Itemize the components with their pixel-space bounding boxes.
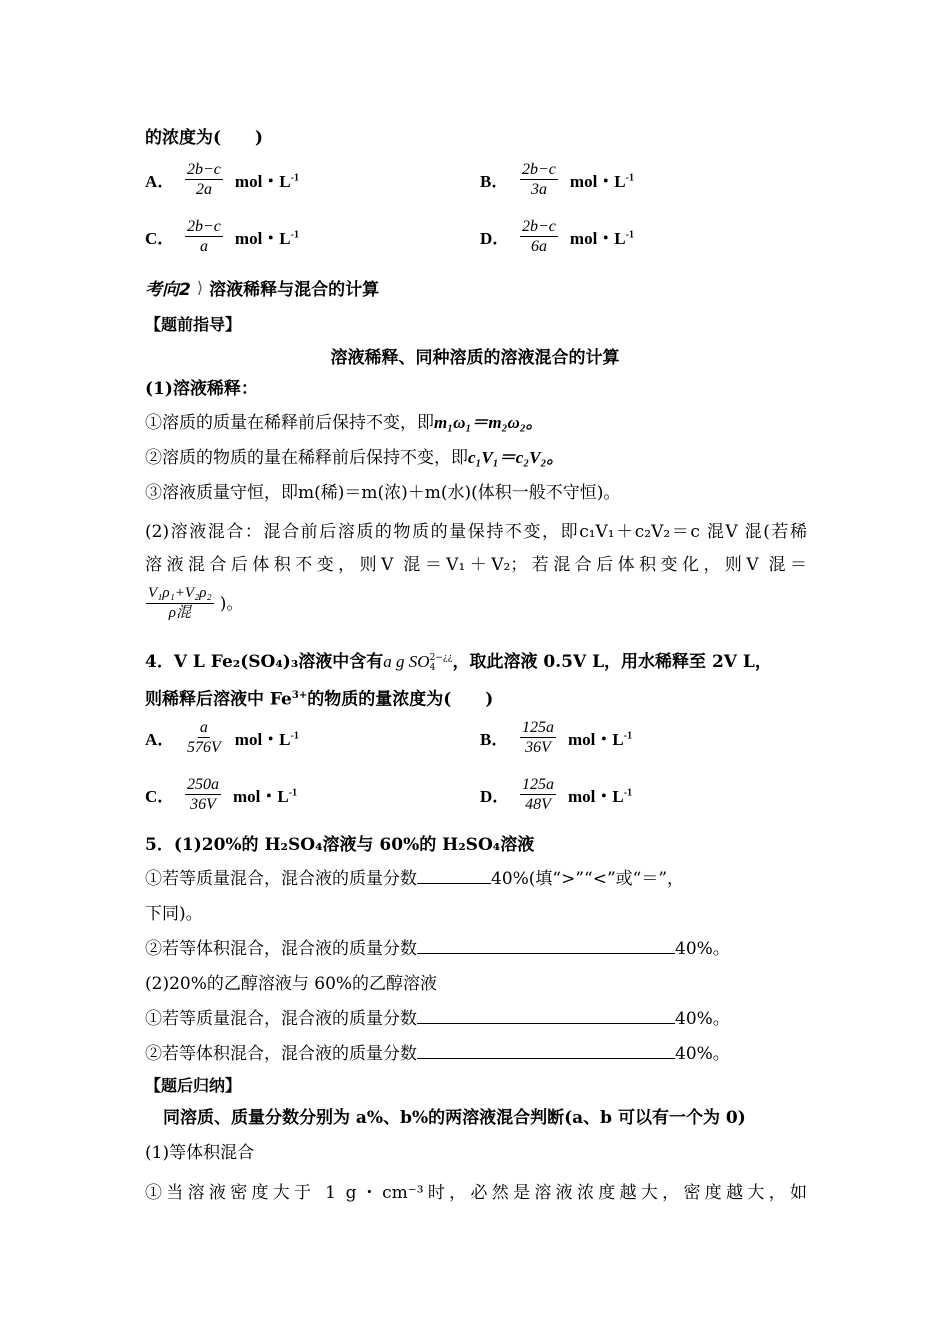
guide-header: 【题前指导】 [145, 315, 242, 334]
guide-p2-fraction-line: $\frac{\text{V₁ρ₁+V₂ρ₂}}{\text{ρ混}}$ )。 [148, 585, 244, 621]
q3-option-d[interactable] [480, 217, 634, 256]
summary-p1: (1)等体积混合 [145, 1143, 255, 1163]
option-fraction: $\frac{2b-c}{3a}$ [522, 161, 556, 198]
answer-blank[interactable] [417, 1009, 675, 1024]
answer-blank[interactable] [417, 939, 675, 954]
section-label: 考向2 [145, 280, 191, 300]
q4-stem-line2: 则稀释后溶液中 $Fe^{3+}$的物质的量浓度为( ) [145, 689, 494, 710]
option-unit: mol・$L^{-1}$ [568, 730, 633, 749]
option-unit: mol・$L^{-1}$ [233, 787, 298, 806]
summary-title: 同溶质、质量分数分别为 a%、b%的两溶液混合判断(a、b 可以有一个为 0) [163, 1108, 746, 1128]
q3-option-a[interactable] [145, 160, 299, 199]
q5-p2b: ②若等体积混合，混合液的质量分数 40%。 [145, 1044, 730, 1064]
q4-option-d[interactable] [480, 775, 632, 814]
answer-blank[interactable] [417, 1044, 675, 1059]
option-label: D． [480, 229, 510, 248]
option-label: C． [145, 787, 175, 806]
option-unit: mol・$L^{-1}$ [234, 172, 299, 191]
q3-option-b[interactable] [480, 160, 634, 199]
option-fraction: $\frac{125a}{48V}$ [522, 776, 554, 813]
option-unit: mol・$L^{-1}$ [569, 172, 634, 191]
q5-p1a: ①若等质量混合，混合液的质量分数 40%(填“>”“<”或“＝”， [145, 869, 685, 889]
option-fraction: $\frac{a}{576V}$ [187, 719, 221, 756]
q5-p1b: ②若等体积混合，混合液的质量分数 40%。 [145, 939, 730, 959]
option-label: C． [145, 229, 175, 248]
q5-p1: 5．(1)20%的 H₂SO₄溶液与 60%的 H₂SO₄溶液 [145, 835, 535, 855]
answer-blank[interactable] [417, 869, 491, 884]
q4-option-b[interactable] [480, 718, 632, 757]
option-fraction: $\frac{125a}{36V}$ [522, 719, 554, 756]
q5-p1a-cont: 下同)。 [145, 904, 203, 924]
option-label: A． [145, 730, 175, 749]
summary-p1a: ①当溶液密度大于 1 g・cm⁻³时，必然是溶液浓度越大，密度越大，如 [145, 1183, 807, 1203]
guide-p1: (1)溶液稀释： [145, 379, 258, 399]
option-unit: mol・$L^{-1}$ [234, 229, 299, 248]
guide-p2-line1: (2)溶液混合：混合前后溶质的物质的量保持不变，即c₁V₁＋c₂V₂＝c 混V 混(若稀 [145, 522, 807, 542]
option-fraction: $\frac{2b-c}{6a}$ [522, 218, 556, 255]
guide-p1a: ①溶质的质量在稀释前后保持不变，即m₁ω₁＝m₂ω₂。 [145, 413, 543, 433]
option-label: D． [480, 787, 510, 806]
option-fraction: $\frac{2b-c}{a}$ [187, 218, 221, 255]
q4-option-a[interactable] [145, 718, 299, 757]
q3-stem-tail: 的浓度为( ) [145, 128, 264, 148]
q4-stem-line1: 4．V L Fe₂(SO₄)₃溶液中含有a g SO 2−¿¿ 4 ，取此溶液 0.5V L，用水稀释至 2V L， [145, 652, 772, 673]
guide-p2-line2: 溶液混合后体积不变，则V 混＝V₁＋V₂；若混合后体积变化，则V 混＝ [145, 555, 807, 575]
q4-option-c[interactable] [145, 775, 297, 814]
option-label: A． [145, 172, 175, 191]
option-unit: mol・$L^{-1}$ [234, 730, 299, 749]
option-unit: mol・$L^{-1}$ [568, 787, 633, 806]
option-label: B． [480, 172, 509, 191]
q5-p2: (2)20%的乙醇溶液与 60%的乙醇溶液 [145, 974, 438, 994]
option-label: B． [480, 730, 509, 749]
section-mark: ⟩ [196, 278, 204, 297]
option-fraction: $\frac{250a}{36V}$ [187, 776, 219, 813]
guide-title: 溶液稀释、同种溶质的溶液混合的计算 [330, 348, 620, 368]
option-unit: mol・$L^{-1}$ [569, 229, 634, 248]
mixed-volume-fraction: $\frac{\text{V₁ρ₁+V₂ρ₂}}{\text{ρ混}}$ [148, 585, 212, 621]
section-title: 溶液稀释与混合的计算 [209, 280, 380, 300]
guide-p1b: ②溶质的物质的量在稀释前后保持不变，即c₁V₁＝c₂V₂。 [145, 448, 564, 468]
summary-header: 【题后归纳】 [145, 1076, 242, 1095]
q3-option-c[interactable] [145, 217, 299, 256]
section-heading [145, 275, 379, 300]
option-fraction: $\frac{2b-c}{2a}$ [187, 161, 221, 198]
q5-p2a: ①若等质量混合，混合液的质量分数 40%。 [145, 1009, 730, 1029]
guide-p1c: ③溶液质量守恒，即m(稀)＝m(浓)＋m(水)(体积一般不守恒)。 [145, 483, 621, 503]
